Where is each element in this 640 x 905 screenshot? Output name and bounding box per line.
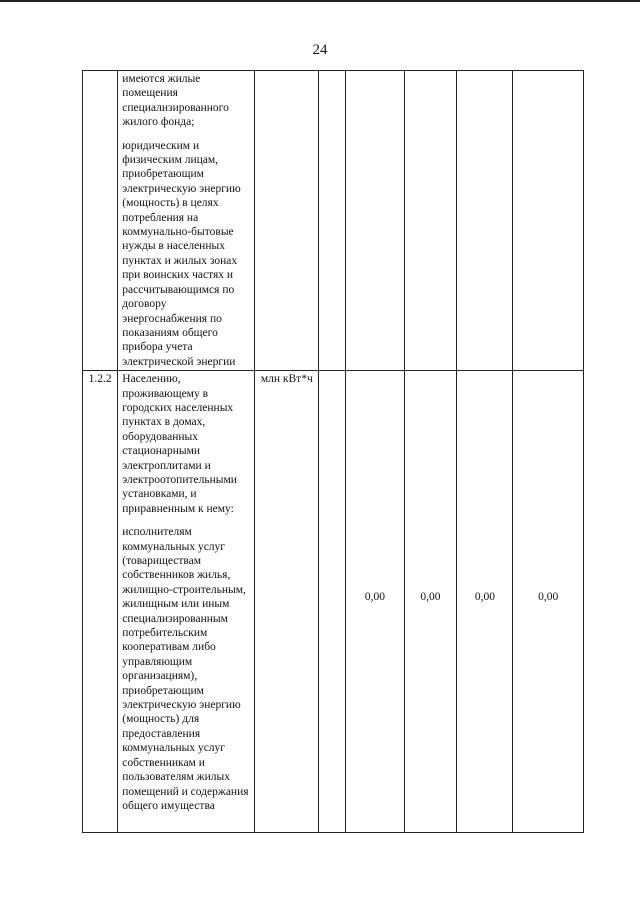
value-cell: [319, 71, 346, 371]
value-cell: [457, 71, 513, 371]
unit-cell: млн кВт*ч: [255, 371, 319, 833]
value-cell: [346, 71, 404, 371]
value-text: [323, 372, 341, 590]
value-cell: [513, 71, 584, 371]
row-description: [118, 371, 255, 833]
description-paragraph: исполнителям коммунальных услуг (товариществам собственников жилья, жилищно-строительным, жилищным или иным специализированным потребительским кооперативам либо управляющим организациям), приобретающим электрическую энергию (мощность) для предоставления коммунальных услуг собственникам и пользователям жилых помещений и содержания общего имущества: [122, 526, 249, 812]
table-row: [83, 71, 584, 371]
table-row: [83, 371, 584, 833]
row-number: [83, 71, 118, 371]
value-cell: [404, 371, 457, 833]
scan-edge: [0, 0, 640, 2]
value-cell: [319, 371, 346, 833]
value-text: 0,00: [538, 591, 559, 604]
row-description: [118, 71, 255, 371]
value-text: 0,00: [474, 591, 495, 604]
description-paragraph: юридическим и физическим лицам, приобретающим электрическую энергию (мощность) в целях потребления на коммунально-бытовые нужды в населенных пунктах и жилых зонах при воинских частях и рассчитывающимся по договору энергоснабжения по показаниям общего прибора учета электрической энергии: [122, 139, 241, 368]
description-paragraph: имеются жилые помещения специализированного жилого фонда;: [122, 73, 229, 129]
row-number: 1.2.2: [83, 371, 118, 833]
unit-cell: [255, 71, 319, 371]
value-cell: [404, 71, 457, 371]
value-cell: [513, 371, 584, 833]
description-paragraph: Населению, проживающему в городских населенных пунктах в домах, оборудованных стационарными электроплитами и электроотопительными установками, и приравненным к нему:: [122, 373, 237, 515]
value-text: 0,00: [364, 591, 386, 604]
page-number: 24: [312, 42, 328, 58]
value-cell: [346, 371, 404, 833]
tariff-table: [82, 70, 584, 833]
value-text: 0,00: [420, 591, 441, 604]
value-cell: [457, 371, 513, 833]
